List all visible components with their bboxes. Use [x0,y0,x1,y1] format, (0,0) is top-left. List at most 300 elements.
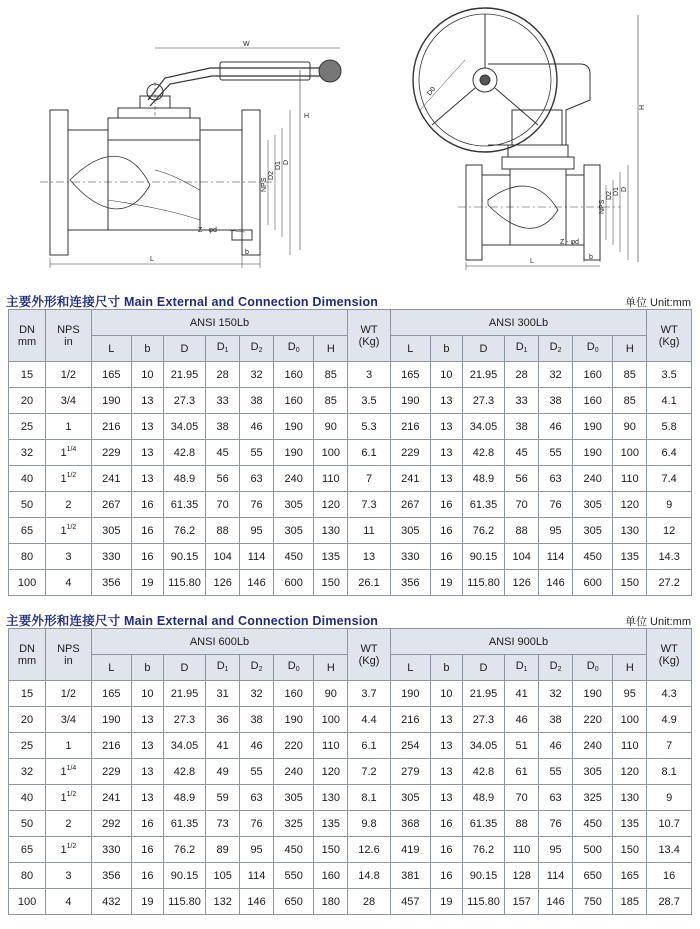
table-cell: 70 [505,492,539,518]
header-dn: DN mm [9,629,46,681]
table-cell: 6.1 [348,440,390,466]
label-NPS-right: NPS [599,199,606,214]
table-cell: 16 [647,863,692,889]
table-cell: 157 [505,889,539,915]
table-cell: 28 [348,889,390,915]
table-cell: 115.80 [462,889,504,915]
table-cell: 26.1 [348,570,390,596]
table-body [9,681,692,915]
table-cell: 13 [430,414,462,440]
section-1-unit: 单位 Unit:mm [625,297,691,309]
table-cell: 450 [274,544,314,570]
table-cell: 19 [131,889,163,915]
table-cell: 48.9 [462,785,504,811]
label-D1: D1 [275,161,282,170]
valve-drawings [0,0,700,280]
column-header-l: L [390,655,430,681]
table-cell: 14.8 [348,863,390,889]
table-cell: 600 [573,570,613,596]
table-cell: 25 [9,414,46,440]
column-header-l: L [91,336,131,362]
table-cell: 34.05 [163,733,205,759]
table-cell: 160 [573,388,613,414]
table-cell: 16 [430,544,462,570]
label-H: H [304,113,310,120]
label-W: W [243,41,250,48]
table-cell: 216 [390,414,430,440]
table-cell: 450 [573,544,613,570]
table-cell: 135 [613,544,647,570]
table-cell: 110 [505,837,539,863]
table-cell: 95 [240,518,274,544]
table-cell: 190 [390,388,430,414]
table-cell: 32 [539,362,573,388]
table-cell: 241 [91,785,131,811]
table-cell: 13 [131,733,163,759]
table-cell: 13 [430,466,462,492]
table-cell: 27.3 [462,707,504,733]
label-D-right: D [621,186,628,192]
table-cell: 100 [9,570,46,596]
table-cell: 305 [573,759,613,785]
table-cell: 65 [9,518,46,544]
column-header-l: L [390,336,430,362]
table-cell: 190 [91,388,131,414]
table-cell: 55 [539,759,573,785]
table-cell: 38 [206,414,240,440]
table-cell: 115.80 [163,889,205,915]
table-cell: 190 [91,707,131,733]
table-cell: 4.9 [647,707,692,733]
table-cell: 325 [274,811,314,837]
table-cell: 381 [390,863,430,889]
table-cell: 21.95 [163,681,205,707]
table-cell: 120 [613,492,647,518]
table-row [9,785,692,811]
table-cell: 305 [91,518,131,544]
table-cell: 1/2 [46,362,92,388]
table-row [9,492,692,518]
table-cell: 432 [91,889,131,915]
label-D1-right: D1 [613,187,620,196]
table-cell: 20 [9,707,46,733]
table-cell: 63 [240,785,274,811]
table-cell: 2 [46,492,92,518]
table-cell: 95 [539,837,573,863]
table-cell: 16 [131,518,163,544]
table-cell: 146 [240,570,274,596]
column-header-b: b [131,336,163,362]
table-cell: $1^{1/4}$ [46,440,92,466]
table-cell: 105 [206,863,240,889]
table-cell: 61 [505,759,539,785]
table-cell: $1^{1/2}$ [46,837,92,863]
table-cell: 38 [539,707,573,733]
table-cell: 100 [9,889,46,915]
table-row [9,544,692,570]
table-row [9,414,692,440]
section-1-title: 主要外形和连接尺寸 Main External and Connection Dimension [6,295,379,309]
table-cell: 65 [9,837,46,863]
table-cell: 46 [539,414,573,440]
table-cell: 3.5 [348,388,390,414]
header-dn: DN mm [9,310,46,362]
table-cell: 3.7 [348,681,390,707]
table-cell: 368 [390,811,430,837]
table-cell: 13 [131,759,163,785]
table-cell: 190 [390,681,430,707]
table-cell: 13 [430,759,462,785]
table-cell: 550 [274,863,314,889]
table-cell: 90.15 [163,544,205,570]
table-cell: 19 [131,570,163,596]
table-cell: 21.95 [462,681,504,707]
table-cell: 32 [240,681,274,707]
table-cell: 4.1 [647,388,692,414]
section-2-unit: 单位 Unit:mm [625,616,691,628]
table-cell: 146 [539,570,573,596]
table-cell: $1^{1/2}$ [46,785,92,811]
table-cell: 190 [573,414,613,440]
table-cell: 160 [274,362,314,388]
table-cell: 305 [274,492,314,518]
table-cell: 40 [9,785,46,811]
table-cell: 63 [539,466,573,492]
table-cell: 330 [91,837,131,863]
table-cell: 61.35 [163,492,205,518]
table-cell: 600 [274,570,314,596]
table-cell: 32 [240,362,274,388]
table-cell: 13 [131,414,163,440]
table-cell: $1^{1/4}$ [46,759,92,785]
table-cell: 42.8 [462,759,504,785]
dimension-table-150-300 [8,309,692,596]
table-cell: 13.4 [647,837,692,863]
table-row [9,837,692,863]
table-cell: 33 [505,388,539,414]
table-cell: 48.9 [163,466,205,492]
table-cell: 4 [46,570,92,596]
table-cell: 185 [613,889,647,915]
table-cell: 292 [91,811,131,837]
column-header-b: b [430,655,462,681]
table-cell: 100 [613,707,647,733]
label-b-right: b [589,254,593,261]
table-cell: 150 [613,837,647,863]
table-cell: 100 [314,707,348,733]
table-cell: 419 [390,837,430,863]
table-cell: 45 [505,440,539,466]
table-cell: 325 [573,785,613,811]
table-cell: 216 [390,707,430,733]
table-cell: 34.05 [462,733,504,759]
table-cell: 56 [505,466,539,492]
table-cell: 90 [613,414,647,440]
table-cell: 19 [430,570,462,596]
table-cell: 55 [240,440,274,466]
table-cell: 88 [206,518,240,544]
table-cell: 120 [314,492,348,518]
table-cell: 229 [390,440,430,466]
label-H-right: H [639,104,646,110]
table-cell: 356 [390,570,430,596]
table-cell: $1^{1/2}$ [46,518,92,544]
table-cell: 28 [206,362,240,388]
table-cell: 95 [240,837,274,863]
table-cell: 46 [240,414,274,440]
table-row [9,733,692,759]
table-cell: 135 [613,811,647,837]
label-L: L [150,256,154,263]
table-cell: 19 [430,889,462,915]
table-cell: 10 [430,362,462,388]
table-cell: 190 [573,681,613,707]
table-cell: 21.95 [462,362,504,388]
table-row [9,466,692,492]
table-cell: 216 [91,414,131,440]
table-cell: 104 [505,544,539,570]
section-2-title: 主要外形和连接尺寸 Main External and Connection Dimension [6,614,379,628]
table-cell: 38 [240,388,274,414]
table-cell: 61.35 [462,811,504,837]
table-cell: 27.2 [647,570,692,596]
table-cell: 241 [390,466,430,492]
table-cell: 73 [206,811,240,837]
table-cell: 4.3 [647,681,692,707]
table-cell: 240 [573,733,613,759]
label-D: D [283,159,290,165]
table-cell: 3/4 [46,388,92,414]
table-row [9,707,692,733]
table-cell: 25 [9,733,46,759]
table-cell: 135 [314,811,348,837]
table-cell: 10 [430,681,462,707]
gear-valve-drawing [370,0,700,280]
table-cell: 150 [314,570,348,596]
table-cell: 126 [505,570,539,596]
table-cell: 100 [613,440,647,466]
table-cell: 55 [539,440,573,466]
table-cell: 76 [539,492,573,518]
table-cell: 229 [91,759,131,785]
table-row [9,681,692,707]
table-cell: 13 [430,785,462,811]
column-header-h: H [613,336,647,362]
table-cell: 356 [91,863,131,889]
table-cell: 8.1 [348,785,390,811]
table-cell: 650 [274,889,314,915]
table-cell: 16 [131,837,163,863]
table-cell: 330 [91,544,131,570]
table-cell: 126 [206,570,240,596]
table-cell: 76.2 [163,837,205,863]
table-cell: 305 [390,518,430,544]
column-header-d: D [163,655,205,681]
table-cell: 80 [9,863,46,889]
label-NPS: NPS [261,177,268,192]
table-cell: 61.35 [163,811,205,837]
header-class-a: ANSI 150Lb [91,310,348,336]
table-cell: 13 [430,733,462,759]
table-cell: 6.1 [348,733,390,759]
table-cell: 114 [539,863,573,889]
table-cell: 59 [206,785,240,811]
table-cell: 305 [573,492,613,518]
table-cell: 4.4 [348,707,390,733]
table-cell: 85 [314,362,348,388]
table-row [9,811,692,837]
table-cell: $1^{1/2}$ [46,466,92,492]
header-nps: NPS in [46,629,92,681]
table-cell: 95 [539,518,573,544]
table-cell: 356 [91,570,131,596]
table-row [9,863,692,889]
table-cell: 13 [131,707,163,733]
table-cell: 28.7 [647,889,692,915]
table-cell: 76 [240,811,274,837]
table-cell: 3/4 [46,707,92,733]
table-row [9,759,692,785]
table-cell: 128 [505,863,539,889]
table-cell: 8.1 [647,759,692,785]
table-cell: 9 [647,492,692,518]
header-wt-b: WT (Kg) [647,629,692,681]
table-cell: 2 [46,811,92,837]
header-class-a: ANSI 600Lb [91,629,348,655]
table-cell: 63 [539,785,573,811]
table-cell: 16 [430,492,462,518]
table-cell: 40 [9,466,46,492]
table-cell: 110 [613,733,647,759]
table-cell: 104 [206,544,240,570]
table-cell: 132 [206,889,240,915]
table-cell: 450 [573,811,613,837]
table-cell: 114 [539,544,573,570]
table-cell: 1/2 [46,681,92,707]
table-cell: 70 [206,492,240,518]
table-cell: 16 [430,837,462,863]
table-cell: 220 [274,733,314,759]
table-cell: 56 [206,466,240,492]
header-class-b: ANSI 900Lb [390,629,647,655]
table-cell: 240 [274,759,314,785]
table-cell: 220 [573,707,613,733]
table-cell: 9 [647,785,692,811]
table-cell: 76.2 [462,518,504,544]
table-row [9,388,692,414]
table-cell: 150 [613,570,647,596]
table-cell: 3 [46,544,92,570]
table-cell: 48.9 [163,785,205,811]
table-cell: 241 [91,466,131,492]
table-cell: 46 [539,733,573,759]
table-cell: 70 [505,785,539,811]
column-header-d2: $D_2$ [240,336,274,362]
table-cell: 27.3 [163,707,205,733]
column-header-h: H [314,336,348,362]
table-cell: 254 [390,733,430,759]
table-cell: 110 [314,733,348,759]
table-cell: 80 [9,544,46,570]
table-cell: 63 [240,466,274,492]
table-cell: 89 [206,837,240,863]
table-cell: 38 [240,707,274,733]
table-cell: 88 [505,518,539,544]
label-D2: D2 [268,171,275,180]
table-cell: 51 [505,733,539,759]
table-cell: 76.2 [163,518,205,544]
table-cell: 650 [573,863,613,889]
header-nps: NPS in [46,310,92,362]
table-cell: 61.35 [462,492,504,518]
column-header-d0: $D_0$ [274,336,314,362]
header-wt-a: WT (Kg) [348,310,390,362]
table-cell: 160 [314,863,348,889]
table-cell: 500 [573,837,613,863]
table-cell: 21.95 [163,362,205,388]
table-cell: 28 [505,362,539,388]
table-cell: 5.3 [348,414,390,440]
table-row [9,570,692,596]
table-cell: 32 [539,681,573,707]
table-cell: 180 [314,889,348,915]
table-cell: 330 [390,544,430,570]
table-cell: 279 [390,759,430,785]
table-cell: 165 [390,362,430,388]
table-cell: 85 [314,388,348,414]
table-cell: 42.8 [462,440,504,466]
table-cell: 13 [131,785,163,811]
lever-valve-drawing [0,0,370,280]
table-cell: 90.15 [462,544,504,570]
table-cell: 16 [430,863,462,889]
table-cell: 16 [131,544,163,570]
label-bolts-right: Z - φd [560,239,579,246]
column-header-d1: $D_1$ [206,336,240,362]
table-cell: 48.9 [462,466,504,492]
column-header-d2: $D_2$ [539,655,573,681]
table-cell: 13 [430,388,462,414]
table-cell: 49 [206,759,240,785]
table-cell: 165 [91,362,131,388]
table-cell: 305 [573,518,613,544]
table-cell: 76 [240,492,274,518]
table-cell: 42.8 [163,440,205,466]
table-cell: 267 [390,492,430,518]
table-cell: 50 [9,811,46,837]
table-cell: 120 [314,759,348,785]
table-cell: 130 [613,785,647,811]
table-cell: 160 [274,388,314,414]
table-cell: 130 [613,518,647,544]
table-cell: 13 [430,707,462,733]
dimension-table-600-900 [8,628,692,915]
table-cell: 7.4 [647,466,692,492]
table-cell: 36 [206,707,240,733]
table-cell: 135 [314,544,348,570]
table-row [9,362,692,388]
table-cell: 20 [9,388,46,414]
table-cell: 11 [348,518,390,544]
table-cell: 16 [131,811,163,837]
table-cell: 7.3 [348,492,390,518]
table-cell: 90 [314,681,348,707]
table-cell: 76 [539,811,573,837]
table-cell: 34.05 [163,414,205,440]
column-header-d1: $D_1$ [206,655,240,681]
table-cell: 76.2 [462,837,504,863]
table-cell: 10 [131,681,163,707]
